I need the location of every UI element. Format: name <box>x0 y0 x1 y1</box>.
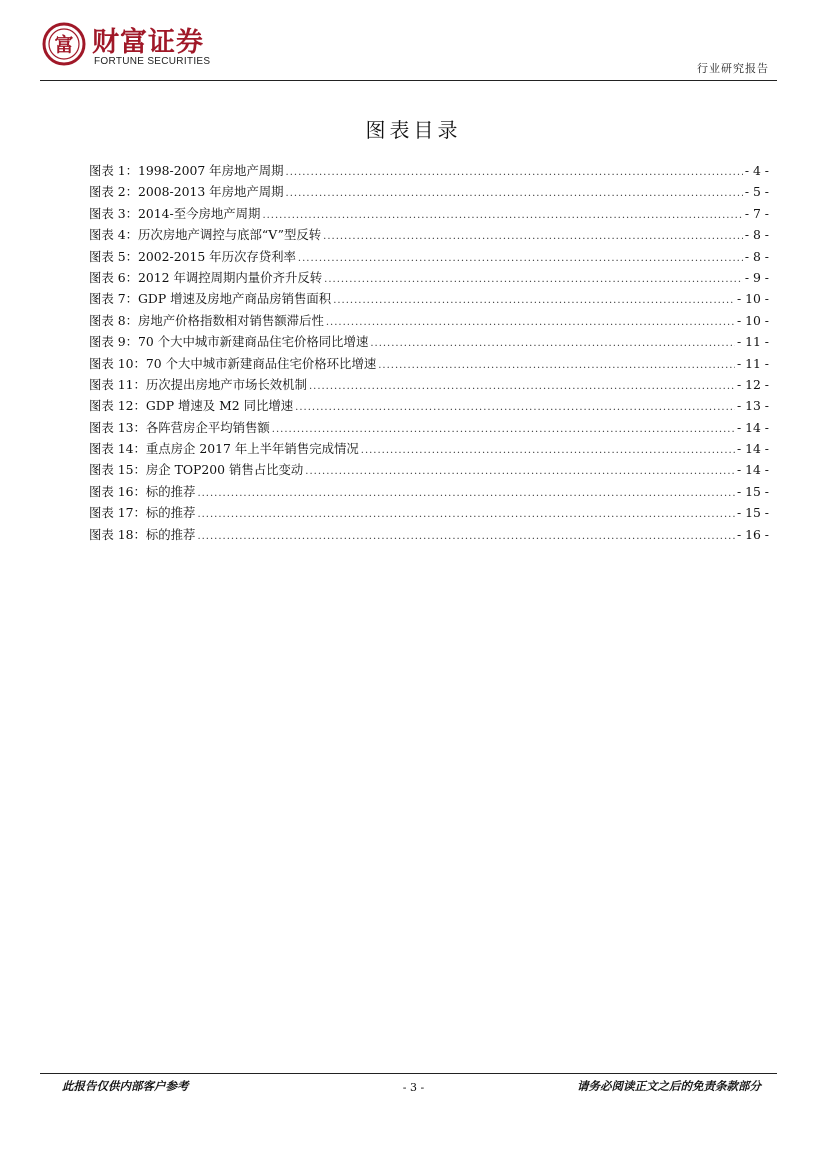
toc-entry-page: - 14 - <box>736 462 769 478</box>
toc-entry-page: - 8 - <box>744 227 769 243</box>
page-number: - 3 - <box>402 1081 425 1094</box>
toc-dot-leader <box>286 162 743 183</box>
toc-entry[interactable] <box>89 331 769 352</box>
toc-entry[interactable] <box>89 267 769 288</box>
toc-entry-page: - 16 - <box>736 526 769 542</box>
toc-entry[interactable] <box>89 374 769 395</box>
toc-entry-page: - 8 - <box>744 248 769 264</box>
toc-dot-leader <box>197 526 735 547</box>
toc-entry-label: 图表 12：GDP 增速及 M2 同比增速 <box>89 398 294 414</box>
toc-dot-leader <box>298 248 743 269</box>
toc-entry-label: 图表 18：标的推荐 <box>89 526 196 542</box>
toc-entry-label: 图表 15：房企 TOP200 销售占比变动 <box>89 462 304 478</box>
toc-entry-label: 图表 8：房地产价格指数相对销售额滞后性 <box>89 312 324 328</box>
toc-entry[interactable] <box>89 224 769 245</box>
toc-entry[interactable] <box>89 353 769 374</box>
toc-entry-label: 图表 1：1998-2007 年房地产周期 <box>89 163 284 178</box>
logo-english-name: FORTUNE SECURITIES <box>94 56 211 67</box>
toc-entry-page: - 4 - <box>744 163 769 178</box>
toc-entry[interactable] <box>89 160 769 181</box>
page-header <box>40 18 777 78</box>
toc-dot-leader <box>361 440 735 461</box>
toc-entry-page: - 10 - <box>736 291 769 307</box>
header-divider <box>40 80 777 81</box>
toc-entry-page: - 15 - <box>736 483 769 499</box>
toc-dot-leader <box>305 461 735 482</box>
toc-entry[interactable] <box>89 395 769 416</box>
toc-entry-label: 图表 5：2002-2015 年历次存贷利率 <box>89 248 296 264</box>
toc-entry[interactable] <box>89 203 769 224</box>
svg-text:富: 富 <box>54 34 74 56</box>
toc-entry[interactable] <box>89 417 769 438</box>
toc-dot-leader <box>326 312 735 333</box>
toc-entry-label: 图表 4：历次房地产调控与底部“V”型反转 <box>89 227 322 243</box>
toc-dot-leader <box>323 226 743 247</box>
toc-dot-leader <box>333 290 735 311</box>
toc-entry[interactable] <box>89 181 769 202</box>
toc-entry-label: 图表 14：重点房企 2017 年上半年销售完成情况 <box>89 441 359 457</box>
toc-entry-label: 图表 7：GDP 增速及房地产商品房销售面积 <box>89 291 332 307</box>
toc-entry[interactable] <box>89 438 769 459</box>
footer-disclaimer-left: 此报告仅供内部客户参考 <box>62 1079 189 1093</box>
document-type-label: 行业研究报告 <box>697 62 769 75</box>
toc-dot-leader <box>272 419 735 440</box>
toc-entry-label: 图表 11：历次提出房地产市场长效机制 <box>89 376 307 392</box>
toc-entry[interactable] <box>89 502 769 523</box>
toc-entry[interactable] <box>89 459 769 480</box>
toc-entry[interactable] <box>89 246 769 267</box>
page-title: 图表目录 <box>365 118 462 142</box>
toc-dot-leader <box>197 483 735 504</box>
logo-chinese-name: 财富证券 <box>92 27 204 58</box>
toc-entry-label: 图表 17：标的推荐 <box>89 505 196 521</box>
table-of-figures <box>89 160 769 545</box>
toc-entry-page: - 11 - <box>736 355 769 371</box>
toc-entry-page: - 5 - <box>744 184 769 200</box>
toc-dot-leader <box>262 205 742 226</box>
toc-dot-leader <box>309 376 735 397</box>
toc-entry-page: - 9 - <box>744 269 769 285</box>
toc-entry-label: 图表 2：2008-2013 年房地产周期 <box>89 184 284 200</box>
toc-entry-label: 图表 3：2014-至今房地产周期 <box>89 205 261 221</box>
toc-entry-label: 图表 16：标的推荐 <box>89 483 196 499</box>
toc-dot-leader <box>324 269 743 290</box>
company-logo <box>40 18 260 74</box>
toc-entry-page: - 14 - <box>736 441 769 457</box>
toc-dot-leader <box>370 333 735 354</box>
toc-dot-leader <box>295 397 735 418</box>
fortune-seal-icon <box>42 22 86 66</box>
toc-entry-page: - 15 - <box>736 505 769 521</box>
toc-entry-label: 图表 10：70 个大中城市新建商品住宅价格环比增速 <box>89 355 377 371</box>
toc-entry[interactable] <box>89 310 769 331</box>
toc-dot-leader <box>286 183 743 204</box>
toc-entry-page: - 10 - <box>736 312 769 328</box>
toc-entry[interactable] <box>89 288 769 309</box>
toc-entry-page: - 11 - <box>736 334 769 350</box>
footer-divider <box>40 1073 777 1074</box>
toc-dot-leader <box>378 355 735 376</box>
toc-entry-page: - 12 - <box>736 376 769 392</box>
toc-dot-leader <box>197 504 735 525</box>
toc-entry-page: - 13 - <box>736 398 769 414</box>
footer-disclaimer-right: 请务必阅读正文之后的免责条款部分 <box>577 1079 761 1093</box>
toc-entry[interactable] <box>89 481 769 502</box>
toc-entry[interactable] <box>89 524 769 545</box>
toc-entry-page: - 7 - <box>744 205 769 221</box>
toc-entry-label: 图表 6：2012 年调控周期内量价齐升反转 <box>89 269 323 285</box>
toc-entry-label: 图表 13：各阵营房企平均销售额 <box>89 419 270 435</box>
toc-entry-page: - 14 - <box>736 419 769 435</box>
toc-entry-label: 图表 9：70 个大中城市新建商品住宅价格同比增速 <box>89 334 369 350</box>
